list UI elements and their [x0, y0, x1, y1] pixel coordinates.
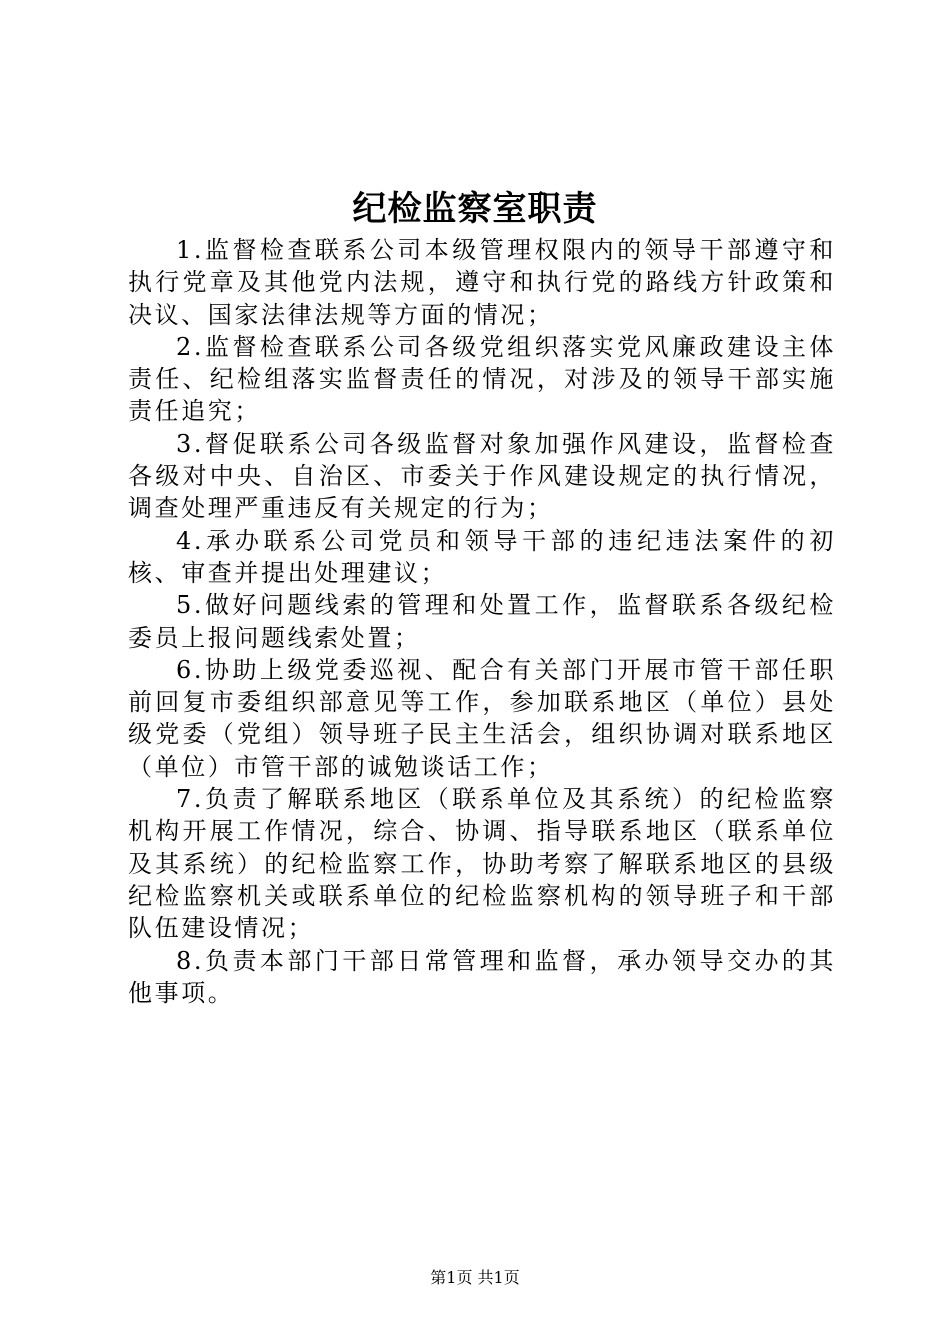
duty-paragraph-7: 7.负责了解联系地区（联系单位及其系统）的纪检监察机构开展工作情况，综合、协调、指导联系地区（联系单位及其系统）的纪检监察工作，协助考察了解联系地区的县级纪检监察机关或联系单位的纪检监察机构的领导班子和干部队伍建设情况； — [128, 785, 836, 943]
document-title: 纪检监察室职责 — [352, 189, 598, 229]
page-number-footer: 第1页 共1页 — [430, 1268, 520, 1287]
duty-paragraph-6: 6.协助上级党委巡视、配合有关部门开展市管干部任职前回复市委组织部意见等工作，参加联系地区（单位）县处级党委（党组）领导班子民主生活会，组织协调对联系地区（单位）市管干部的诚勉谈话工作； — [128, 655, 836, 781]
duty-paragraph-1: 1.监督检查联系公司本级管理权限内的领导干部遵守和执行党章及其他党内法规，遵守和执行党的路线方针政策和决议、国家法律法规等方面的情况； — [128, 236, 836, 329]
duty-paragraph-8: 8.负责本部门干部日常管理和监督，承办领导交办的其他事项。 — [128, 946, 836, 1007]
duty-paragraph-2: 2.监督检查联系公司各级党组织落实党风廉政建设主体责任、纪检组落实监督责任的情况，对涉及的领导干部实施责任追究； — [128, 332, 836, 426]
duty-paragraph-5: 5.做好问题线索的管理和处置工作，监督联系各级纪检委员上报问题线索处置； — [128, 591, 836, 652]
duty-paragraph-3: 3.督促联系公司各级监督对象加强作风建设，监督检查各级对中央、自治区、市委关于作风建设规定的执行情况，调查处理严重违反有关规定的行为； — [128, 429, 836, 523]
duty-paragraph-4: 4.承办联系公司党员和领导干部的违纪违法案件的初核、审查并提出处理建议； — [128, 526, 836, 587]
document-body — [128, 234, 836, 1009]
